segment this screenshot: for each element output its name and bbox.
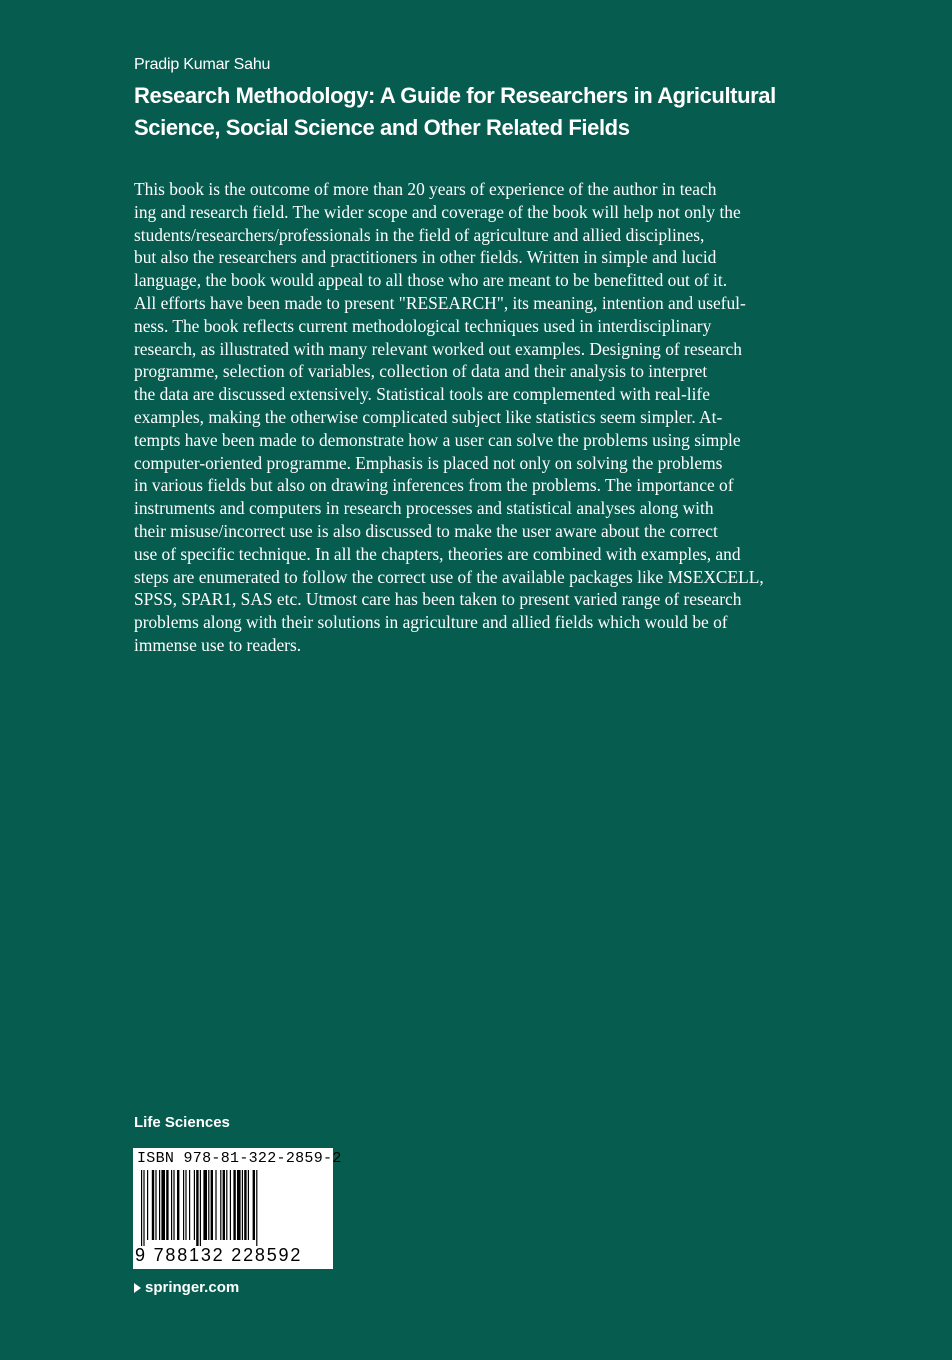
description-line: ing and research field. The wider scope and coverage of the book will help not only the [134,201,741,222]
description-line: All efforts have been made to present "RESEARCH", its meaning, intention and useful- [134,292,746,313]
description-line: use of specific technique. In all the chapters, theories are combined with examples, and [134,543,741,564]
description-line: the data are discussed extensively. Statistical tools are complemented with real-life [134,384,710,405]
book-description [134,178,764,657]
subject-category: Life Sciences [134,1114,230,1131]
description-line: problems along with their solutions in agriculture and allied fields which would be of [134,612,728,633]
description-line: instruments and computers in research processes and statistical analyses along with [134,498,714,519]
book-title-line: Science, Social Science and Other Related Fields [134,115,630,140]
description-line: immense use to readers. [134,634,302,655]
isbn-barcode [133,1148,342,1269]
arrow-right-icon [134,1283,141,1293]
description-line: research, as illustrated with many relevant worked out examples. Designing of research [134,338,742,359]
description-line: SPSS, SPAR1, SAS etc. Utmost care has been taken to present varied range of research [134,589,742,610]
description-line: language, the book would appeal to all those who are meant to be benefitted out of it. [134,270,728,291]
author-name: Pradip Kumar Sahu [134,56,271,73]
description-line: their misuse/incorrect use is also discussed to make the user aware about the correct [134,520,718,541]
isbn-number: ISBN 978-81-322-2859-2 [137,1150,342,1167]
description-line: programme, selection of variables, collection of data and their analysis to interpret [134,361,708,382]
publisher-website-label: springer.com [145,1279,240,1296]
description-line: tempts have been made to demonstrate how a user can solve the problems using simple [134,429,741,450]
book-title-line: Research Methodology: A Guide for Researchers in Agricultural [134,83,776,108]
barcode-bars-icon [137,1170,329,1246]
description-line: but also the researchers and practitioners in other fields. Written in simple and lucid [134,247,717,268]
description-line: steps are enumerated to follow the correct use of the available packages like MSEXCELL, [134,566,764,587]
description-line: computer-oriented programme. Emphasis is placed not only on solving the problems [134,452,723,473]
book-title [134,80,834,144]
description-line: in various fields but also on drawing inferences from the problems. The importance of [134,475,734,496]
description-line: examples, making the otherwise complicated subject like statistics seem simpler. At- [134,406,723,427]
ean-number: 9 788132 228592 [135,1245,303,1265]
description-line: ness. The book reflects current methodological techniques used in interdisciplinary [134,315,712,336]
description-line: students/researchers/professionals in the field of agriculture and allied disciplines, [134,224,705,245]
description-line: This book is the outcome of more than 20 years of experience of the author in teach [134,179,717,199]
publisher-website-link[interactable] [134,1279,239,1296]
